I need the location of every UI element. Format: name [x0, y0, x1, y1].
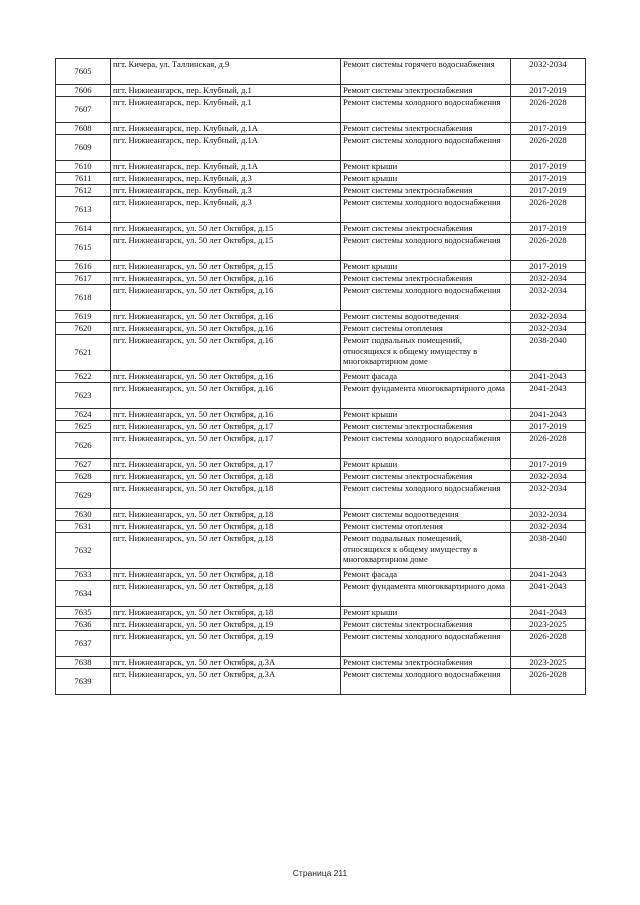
work-type-cell: Ремонт системы электроснабжения [341, 123, 511, 135]
work-type-cell: Ремонт системы отопления [341, 521, 511, 533]
work-type-cell: Ремонт крыши [341, 261, 511, 273]
table-row [56, 509, 586, 521]
period-cell: 2026-2028 [511, 97, 586, 123]
table-row [56, 433, 586, 459]
row-number: 7605 [56, 59, 111, 85]
row-number: 7638 [56, 657, 111, 669]
row-number: 7619 [56, 311, 111, 323]
table-row [56, 459, 586, 471]
period-cell: 2026-2028 [511, 433, 586, 459]
table-row [56, 97, 586, 123]
period-cell: 2017-2019 [511, 261, 586, 273]
period-cell: 2026-2028 [511, 235, 586, 261]
period-cell: 2032-2034 [511, 509, 586, 521]
row-number: 7623 [56, 383, 111, 409]
address-cell: пгт. Нижнеангарск, ул. 50 лет Октября, д.18 [111, 581, 341, 607]
period-cell: 2032-2034 [511, 521, 586, 533]
capital-repair-table [55, 58, 586, 695]
address-cell: пгт. Нижнеангарск, ул. 50 лет Октября, д.16 [111, 273, 341, 285]
work-type-cell: Ремонт фундамента многоквартирного дома [341, 383, 511, 409]
work-type-cell: Ремонт системы электроснабжения [341, 273, 511, 285]
page-number: Страница 211 [292, 868, 348, 878]
row-number: 7624 [56, 409, 111, 421]
work-type-cell: Ремонт фасада [341, 371, 511, 383]
work-type-cell: Ремонт крыши [341, 161, 511, 173]
table-row [56, 311, 586, 323]
period-cell: 2017-2019 [511, 223, 586, 235]
period-cell: 2017-2019 [511, 185, 586, 197]
table-row [56, 161, 586, 173]
period-cell: 2017-2019 [511, 421, 586, 433]
row-number: 7632 [56, 533, 111, 569]
period-cell: 2041-2043 [511, 581, 586, 607]
table-row [56, 59, 586, 85]
period-cell: 2017-2019 [511, 459, 586, 471]
period-cell: 2032-2034 [511, 471, 586, 483]
address-cell: пгт. Нижнеангарск, ул. 50 лет Октября, д.17 [111, 421, 341, 433]
table-row [56, 323, 586, 335]
row-number: 7617 [56, 273, 111, 285]
work-type-cell: Ремонт фасада [341, 569, 511, 581]
row-number: 7628 [56, 471, 111, 483]
work-type-cell: Ремонт подвальных помещений, относящихся к общему имуществу в многоквартирном доме [341, 533, 511, 569]
period-cell: 2023-2025 [511, 657, 586, 669]
table-row [56, 383, 586, 409]
work-type-cell: Ремонт системы электроснабжения [341, 471, 511, 483]
work-type-cell: Ремонт системы водоотведения [341, 509, 511, 521]
address-cell: пгт. Нижнеангарск, пер. Клубный, д.1 [111, 85, 341, 97]
row-number: 7625 [56, 421, 111, 433]
row-number: 7607 [56, 97, 111, 123]
table-row [56, 371, 586, 383]
table-body [56, 59, 586, 695]
table-row [56, 223, 586, 235]
period-cell: 2041-2043 [511, 371, 586, 383]
table-row [56, 581, 586, 607]
address-cell: пгт. Нижнеангарск, пер. Клубный, д.1А [111, 135, 341, 161]
table-row [56, 471, 586, 483]
address-cell: пгт. Нижнеангарск, ул. 50 лет Октября, д.3А [111, 669, 341, 695]
row-number: 7633 [56, 569, 111, 581]
period-cell: 2032-2034 [511, 273, 586, 285]
work-type-cell: Ремонт системы холодного водоснабжения [341, 97, 511, 123]
address-cell: пгт. Нижнеангарск, пер. Клубный, д.3 [111, 197, 341, 223]
row-number: 7608 [56, 123, 111, 135]
row-number: 7635 [56, 607, 111, 619]
row-number: 7606 [56, 85, 111, 97]
work-type-cell: Ремонт крыши [341, 607, 511, 619]
row-number: 7626 [56, 433, 111, 459]
work-type-cell: Ремонт системы холодного водоснабжения [341, 433, 511, 459]
period-cell: 2041-2043 [511, 569, 586, 581]
address-cell: пгт. Нижнеангарск, ул. 50 лет Октября, д.15 [111, 261, 341, 273]
address-cell: пгт. Нижнеангарск, ул. 50 лет Октября, д.16 [111, 285, 341, 311]
document-page [55, 58, 585, 695]
table-row [56, 85, 586, 97]
address-cell: пгт. Нижнеангарск, ул. 50 лет Октября, д.18 [111, 483, 341, 509]
address-cell: пгт. Нижнеангарск, пер. Клубный, д.3 [111, 185, 341, 197]
work-type-cell: Ремонт фундамента многоквартирного дома [341, 581, 511, 607]
address-cell: пгт. Нижнеангарск, ул. 50 лет Октября, д.16 [111, 335, 341, 371]
period-cell: 2026-2028 [511, 135, 586, 161]
table-row [56, 123, 586, 135]
address-cell: пгт. Нижнеангарск, ул. 50 лет Октября, д.19 [111, 619, 341, 631]
address-cell: пгт. Нижнеангарск, ул. 50 лет Октября, д.16 [111, 371, 341, 383]
row-number: 7627 [56, 459, 111, 471]
work-type-cell: Ремонт системы горячего водоснабжения [341, 59, 511, 85]
work-type-cell: Ремонт системы холодного водоснабжения [341, 631, 511, 657]
row-number: 7622 [56, 371, 111, 383]
period-cell: 2041-2043 [511, 607, 586, 619]
address-cell: пгт. Нижнеангарск, ул. 50 лет Октября, д.16 [111, 409, 341, 421]
address-cell: пгт. Нижнеангарск, ул. 50 лет Октября, д.3А [111, 657, 341, 669]
work-type-cell: Ремонт крыши [341, 409, 511, 421]
address-cell: пгт. Нижнеангарск, пер. Клубный, д.1 [111, 97, 341, 123]
row-number: 7614 [56, 223, 111, 235]
row-number: 7616 [56, 261, 111, 273]
work-type-cell: Ремонт системы электроснабжения [341, 85, 511, 97]
address-cell: пгт. Нижнеангарск, ул. 50 лет Октября, д.15 [111, 235, 341, 261]
period-cell: 2017-2019 [511, 123, 586, 135]
table-row [56, 421, 586, 433]
address-cell: пгт. Нижнеангарск, ул. 50 лет Октября, д.16 [111, 383, 341, 409]
table-row [56, 135, 586, 161]
table-row [56, 657, 586, 669]
table-row [56, 669, 586, 695]
period-cell: 2017-2019 [511, 161, 586, 173]
table-row [56, 335, 586, 371]
row-number: 7615 [56, 235, 111, 261]
period-cell: 2032-2034 [511, 285, 586, 311]
period-cell: 2032-2034 [511, 59, 586, 85]
work-type-cell: Ремонт системы холодного водоснабжения [341, 235, 511, 261]
row-number: 7620 [56, 323, 111, 335]
address-cell: пгт. Нижнеангарск, ул. 50 лет Октября, д.17 [111, 459, 341, 471]
row-number: 7639 [56, 669, 111, 695]
table-row [56, 197, 586, 223]
address-cell: пгт. Нижнеангарск, ул. 50 лет Октября, д.18 [111, 471, 341, 483]
row-number: 7612 [56, 185, 111, 197]
row-number: 7609 [56, 135, 111, 161]
row-number: 7631 [56, 521, 111, 533]
row-number: 7618 [56, 285, 111, 311]
table-row [56, 409, 586, 421]
period-cell: 2032-2034 [511, 483, 586, 509]
table-row [56, 533, 586, 569]
address-cell: пгт. Нижнеангарск, ул. 50 лет Октября, д.16 [111, 311, 341, 323]
work-type-cell: Ремонт системы холодного водоснабжения [341, 135, 511, 161]
table-row [56, 607, 586, 619]
address-cell: пгт. Нижнеангарск, пер. Клубный, д.3 [111, 173, 341, 185]
address-cell: пгт. Нижнеангарск, ул. 50 лет Октября, д.18 [111, 533, 341, 569]
row-number: 7636 [56, 619, 111, 631]
period-cell: 2023-2025 [511, 619, 586, 631]
row-number: 7621 [56, 335, 111, 371]
period-cell: 2038-2040 [511, 335, 586, 371]
address-cell: пгт. Нижнеангарск, ул. 50 лет Октября, д.15 [111, 223, 341, 235]
work-type-cell: Ремонт системы холодного водоснабжения [341, 669, 511, 695]
work-type-cell: Ремонт крыши [341, 173, 511, 185]
address-cell: пгт. Кичера, ул. Таллинская, д.9 [111, 59, 341, 85]
table-row [56, 631, 586, 657]
work-type-cell: Ремонт системы электроснабжения [341, 421, 511, 433]
work-type-cell: Ремонт системы водоотведения [341, 311, 511, 323]
row-number: 7629 [56, 483, 111, 509]
work-type-cell: Ремонт системы холодного водоснабжения [341, 285, 511, 311]
table-row [56, 569, 586, 581]
row-number: 7637 [56, 631, 111, 657]
period-cell: 2017-2019 [511, 173, 586, 185]
row-number: 7611 [56, 173, 111, 185]
row-number: 7630 [56, 509, 111, 521]
work-type-cell: Ремонт крыши [341, 459, 511, 471]
table-row [56, 261, 586, 273]
period-cell: 2041-2043 [511, 409, 586, 421]
work-type-cell: Ремонт системы электроснабжения [341, 223, 511, 235]
work-type-cell: Ремонт системы холодного водоснабжения [341, 197, 511, 223]
address-cell: пгт. Нижнеангарск, ул. 50 лет Октября, д.16 [111, 323, 341, 335]
work-type-cell: Ремонт системы электроснабжения [341, 657, 511, 669]
period-cell: 2026-2028 [511, 669, 586, 695]
table-row [56, 173, 586, 185]
period-cell: 2017-2019 [511, 85, 586, 97]
period-cell: 2026-2028 [511, 631, 586, 657]
table-row [56, 285, 586, 311]
row-number: 7634 [56, 581, 111, 607]
period-cell: 2038-2040 [511, 533, 586, 569]
table-row [56, 185, 586, 197]
table-row [56, 521, 586, 533]
address-cell: пгт. Нижнеангарск, ул. 50 лет Октября, д.18 [111, 521, 341, 533]
table-row [56, 273, 586, 285]
row-number: 7610 [56, 161, 111, 173]
work-type-cell: Ремонт системы электроснабжения [341, 619, 511, 631]
period-cell: 2032-2034 [511, 311, 586, 323]
period-cell: 2032-2034 [511, 323, 586, 335]
work-type-cell: Ремонт системы отопления [341, 323, 511, 335]
address-cell: пгт. Нижнеангарск, пер. Клубный, д.1А [111, 123, 341, 135]
period-cell: 2041-2043 [511, 383, 586, 409]
address-cell: пгт. Нижнеангарск, пер. Клубный, д.1А [111, 161, 341, 173]
table-row [56, 483, 586, 509]
address-cell: пгт. Нижнеангарск, ул. 50 лет Октября, д.19 [111, 631, 341, 657]
address-cell: пгт. Нижнеангарск, ул. 50 лет Октября, д.18 [111, 607, 341, 619]
work-type-cell: Ремонт подвальных помещений, относящихся к общему имуществу в многоквартирном доме [341, 335, 511, 371]
table-row [56, 619, 586, 631]
row-number: 7613 [56, 197, 111, 223]
work-type-cell: Ремонт системы электроснабжения [341, 185, 511, 197]
address-cell: пгт. Нижнеангарск, ул. 50 лет Октября, д.18 [111, 569, 341, 581]
address-cell: пгт. Нижнеангарск, ул. 50 лет Октября, д.17 [111, 433, 341, 459]
work-type-cell: Ремонт системы холодного водоснабжения [341, 483, 511, 509]
table-row [56, 235, 586, 261]
address-cell: пгт. Нижнеангарск, ул. 50 лет Октября, д.18 [111, 509, 341, 521]
period-cell: 2026-2028 [511, 197, 586, 223]
